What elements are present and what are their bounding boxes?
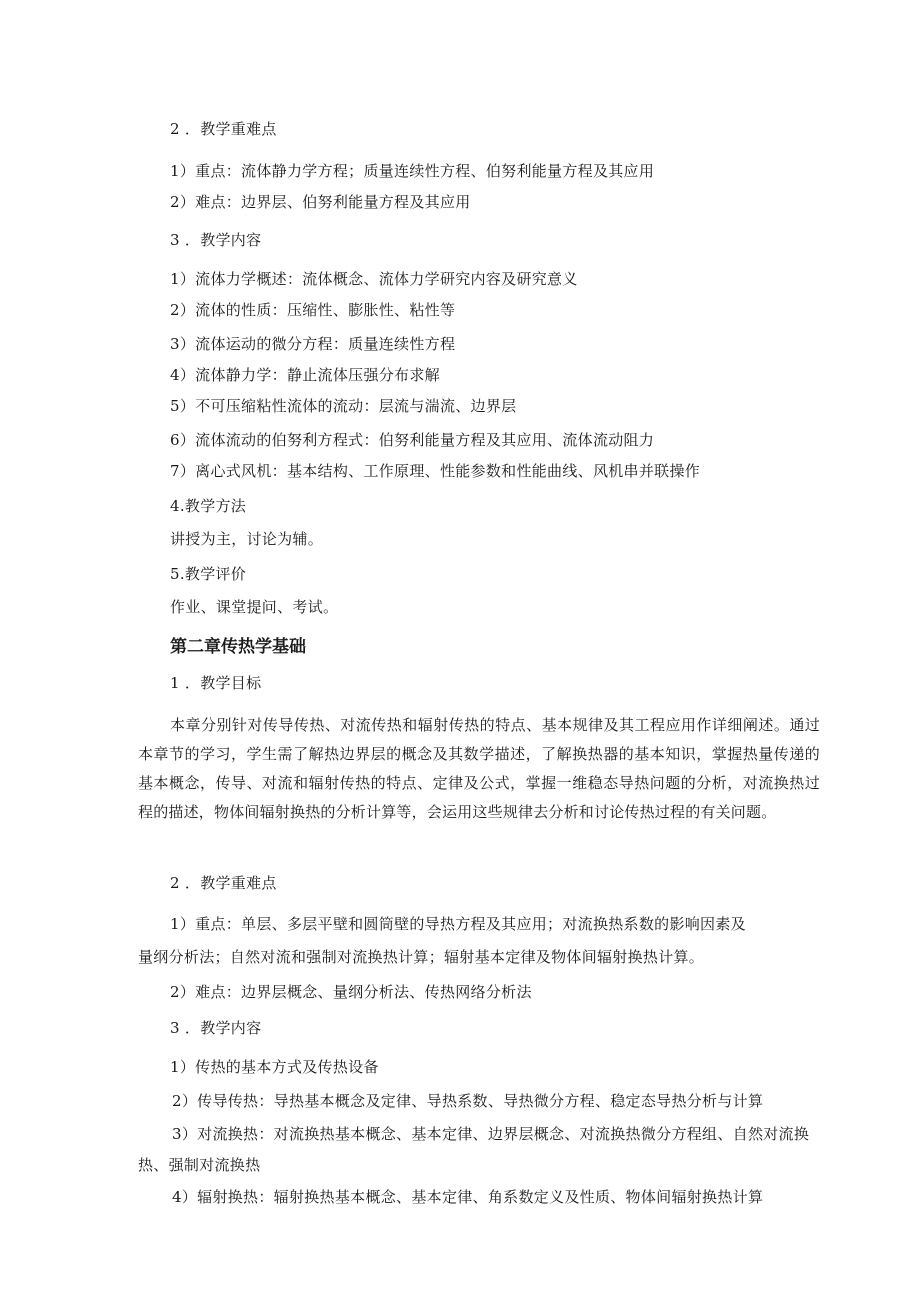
section-title-key-points: 2 ．教学重难点 (170, 874, 277, 892)
list-item: 2）难点：边界层概念、量纲分析法、传热网络分析法 (170, 983, 532, 1001)
section-title-key-points: 2 ．教学重难点 (170, 120, 277, 138)
list-item: 2）流体的性质：压缩性、膨胀性、粘性等 (170, 301, 456, 319)
list-item: 7）离心式风机：基本结构、工作原理、性能参数和性能曲线、风机串并联操作 (170, 462, 701, 480)
list-item: 2）难点：边界层、伯努利能量方程及其应用 (170, 193, 471, 211)
section-text-evaluation: 作业、课堂提问、考试。 (170, 598, 339, 616)
section-title-method: 4.教学方法 (170, 497, 247, 515)
section-title-evaluation: 5.教学评价 (170, 565, 247, 583)
chapter-heading: 第二章传热学基础 (170, 637, 306, 657)
list-item-continuation: 量纲分析法；自然对流和强制对流换热计算；辐射基本定律及物体间辐射换热计算。 (138, 948, 705, 966)
section-title-content: 3 ．教学内容 (170, 1019, 262, 1037)
list-item: 5）不可压缩粘性流体的流动：层流与湍流、边界层 (170, 397, 517, 415)
section-title-objectives: 1 ．教学目标 (170, 674, 262, 692)
list-item: 2）传导传热：导热基本概念及定律、导热系数、导热微分方程、稳定态导热分析与计算 (172, 1092, 764, 1110)
list-item: 4）辐射换热：辐射换热基本概念、基本定律、角系数定义及性质、物体间辐射换热计算 (172, 1188, 764, 1206)
list-item: 3）对流换热：对流换热基本概念、基本定律、边界层概念、对流换热微分方程组、自然对流换 (172, 1125, 810, 1143)
list-item: 4）流体静力学：静止流体压强分布求解 (170, 366, 440, 384)
list-item: 3）流体运动的微分方程：质量连续性方程 (170, 335, 456, 353)
list-item: 6）流体流动的伯努利方程式：伯努利能量方程及其应用、流体流动阻力 (170, 431, 655, 449)
list-item: 1）重点：流体静力学方程；质量连续性方程、伯努利能量方程及其应用 (170, 162, 655, 180)
section-text-method: 讲授为主，讨论为辅。 (170, 530, 324, 548)
list-item-continuation: 热、强制对流换热 (138, 1156, 261, 1174)
list-item: 1）传热的基本方式及传热设备 (170, 1058, 379, 1076)
objectives-paragraph: 本章分别针对传导传热、对流传热和辐射传热的特点、基本规律及其工程应用作详细阐述。通过本章节的学习，学生需了解热边界层的概念及其数学描述，了解换热器的基本知识，掌握热量传递的基本概念，传导、对流和辐射传热的特点、定律及公式，掌握一维稳态导热问题的分析，对流换热过程的描述，物体间辐射换热的分析计算等，会运用这些规律去分析和讨论传热过程的有关问题。 (138, 716, 820, 821)
section-title-content: 3 ．教学内容 (170, 231, 262, 249)
list-item: 1）重点：单层、多层平壁和圆筒壁的导热方程及其应用；对流换热系数的影响因素及 (170, 915, 746, 933)
list-item: 1）流体力学概述：流体概念、流体力学研究内容及研究意义 (170, 270, 578, 288)
